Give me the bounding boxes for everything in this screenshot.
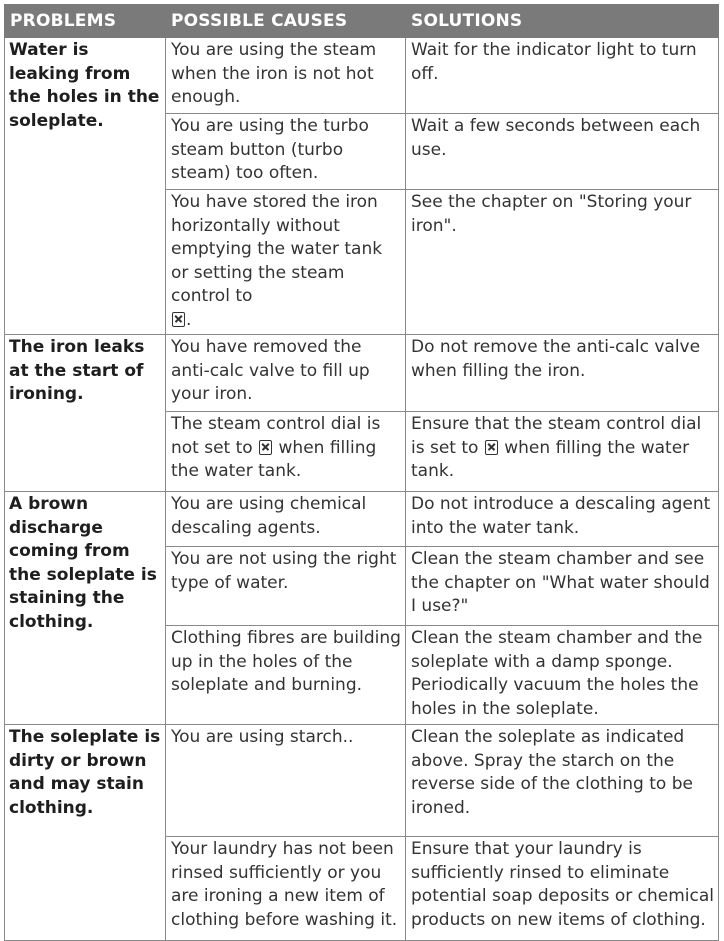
solution-cell: Clean the steam chamber and see the chapter on "What water should I use?" — [406, 547, 719, 626]
solution-cell — [406, 412, 719, 492]
solution-cell: Wait for the indicator light to turn off. — [406, 38, 719, 114]
solution-cell: Do not introduce a descaling agent into the water tank. — [406, 492, 719, 547]
steam-off-icon — [485, 440, 498, 455]
table-row — [5, 492, 719, 547]
steam-off-icon — [172, 312, 185, 327]
cause-cell: Your laundry has not been rinsed sufficiently or you are ironing a new item of clothing before washing it. — [166, 837, 406, 941]
steam-off-icon — [259, 440, 272, 455]
cause-text-end: . — [186, 309, 192, 330]
cause-text-end: when filling the water tank. — [171, 437, 377, 481]
solution-cell: Ensure that your laundry is sufficiently rinsed to eliminate potential soap deposits or chemical products on new items of clothing. — [406, 837, 719, 941]
table-row — [5, 725, 719, 837]
problem-cell: A brown discharge coming from the soleplate is staining the clothing. — [5, 492, 166, 725]
cause-cell: You are not using the right type of water. — [166, 547, 406, 626]
cause-cell: You are using the steam when the iron is not hot enough. — [166, 38, 406, 114]
cause-cell: You are using the turbo steam button (turbo steam) too often. — [166, 114, 406, 190]
cause-text: The steam control dial is not set to — [171, 414, 381, 458]
cause-cell — [166, 190, 406, 335]
cause-cell: You have removed the anti-calc valve to fill up your iron. — [166, 335, 406, 412]
solution-cell: Do not remove the anti-calc valve when filling the iron. — [406, 335, 719, 412]
solution-cell: Wait a few seconds between each use. — [406, 114, 719, 190]
table-row — [5, 38, 719, 114]
table-row — [5, 335, 719, 412]
troubleshooting-table — [4, 4, 719, 941]
solution-text-end: when filling the water tank. — [411, 437, 690, 481]
header-row — [5, 5, 719, 38]
solution-text: Ensure that the steam control dial is set to — [411, 414, 702, 458]
solution-cell: Clean the soleplate as indicated above. Spray the starch on the reverse side of the clothing to be ironed. — [406, 725, 719, 837]
problem-cell: The soleplate is dirty or brown and may stain clothing. — [5, 725, 166, 941]
cause-cell: You are using chemical descaling agents. — [166, 492, 406, 547]
cause-text: You have stored the iron horizontally without emptying the water tank or setting the steam control to — [171, 192, 383, 306]
problem-cell: The iron leaks at the start of ironing. — [5, 335, 166, 492]
header-problems: PROBLEMS — [5, 5, 166, 38]
solution-cell: Clean the steam chamber and the soleplate with a damp sponge. Periodically vacuum the holes the holes in the soleplate. — [406, 626, 719, 725]
cause-cell — [166, 412, 406, 492]
header-solutions: SOLUTIONS — [406, 5, 719, 38]
solution-cell: See the chapter on "Storing your iron". — [406, 190, 719, 335]
cause-cell: Clothing fibres are building up in the holes of the soleplate and burning. — [166, 626, 406, 725]
header-causes: POSSIBLE CAUSES — [166, 5, 406, 38]
problem-cell: Water is leaking from the holes in the soleplate. — [5, 38, 166, 335]
cause-cell: You are using starch.. — [166, 725, 406, 837]
